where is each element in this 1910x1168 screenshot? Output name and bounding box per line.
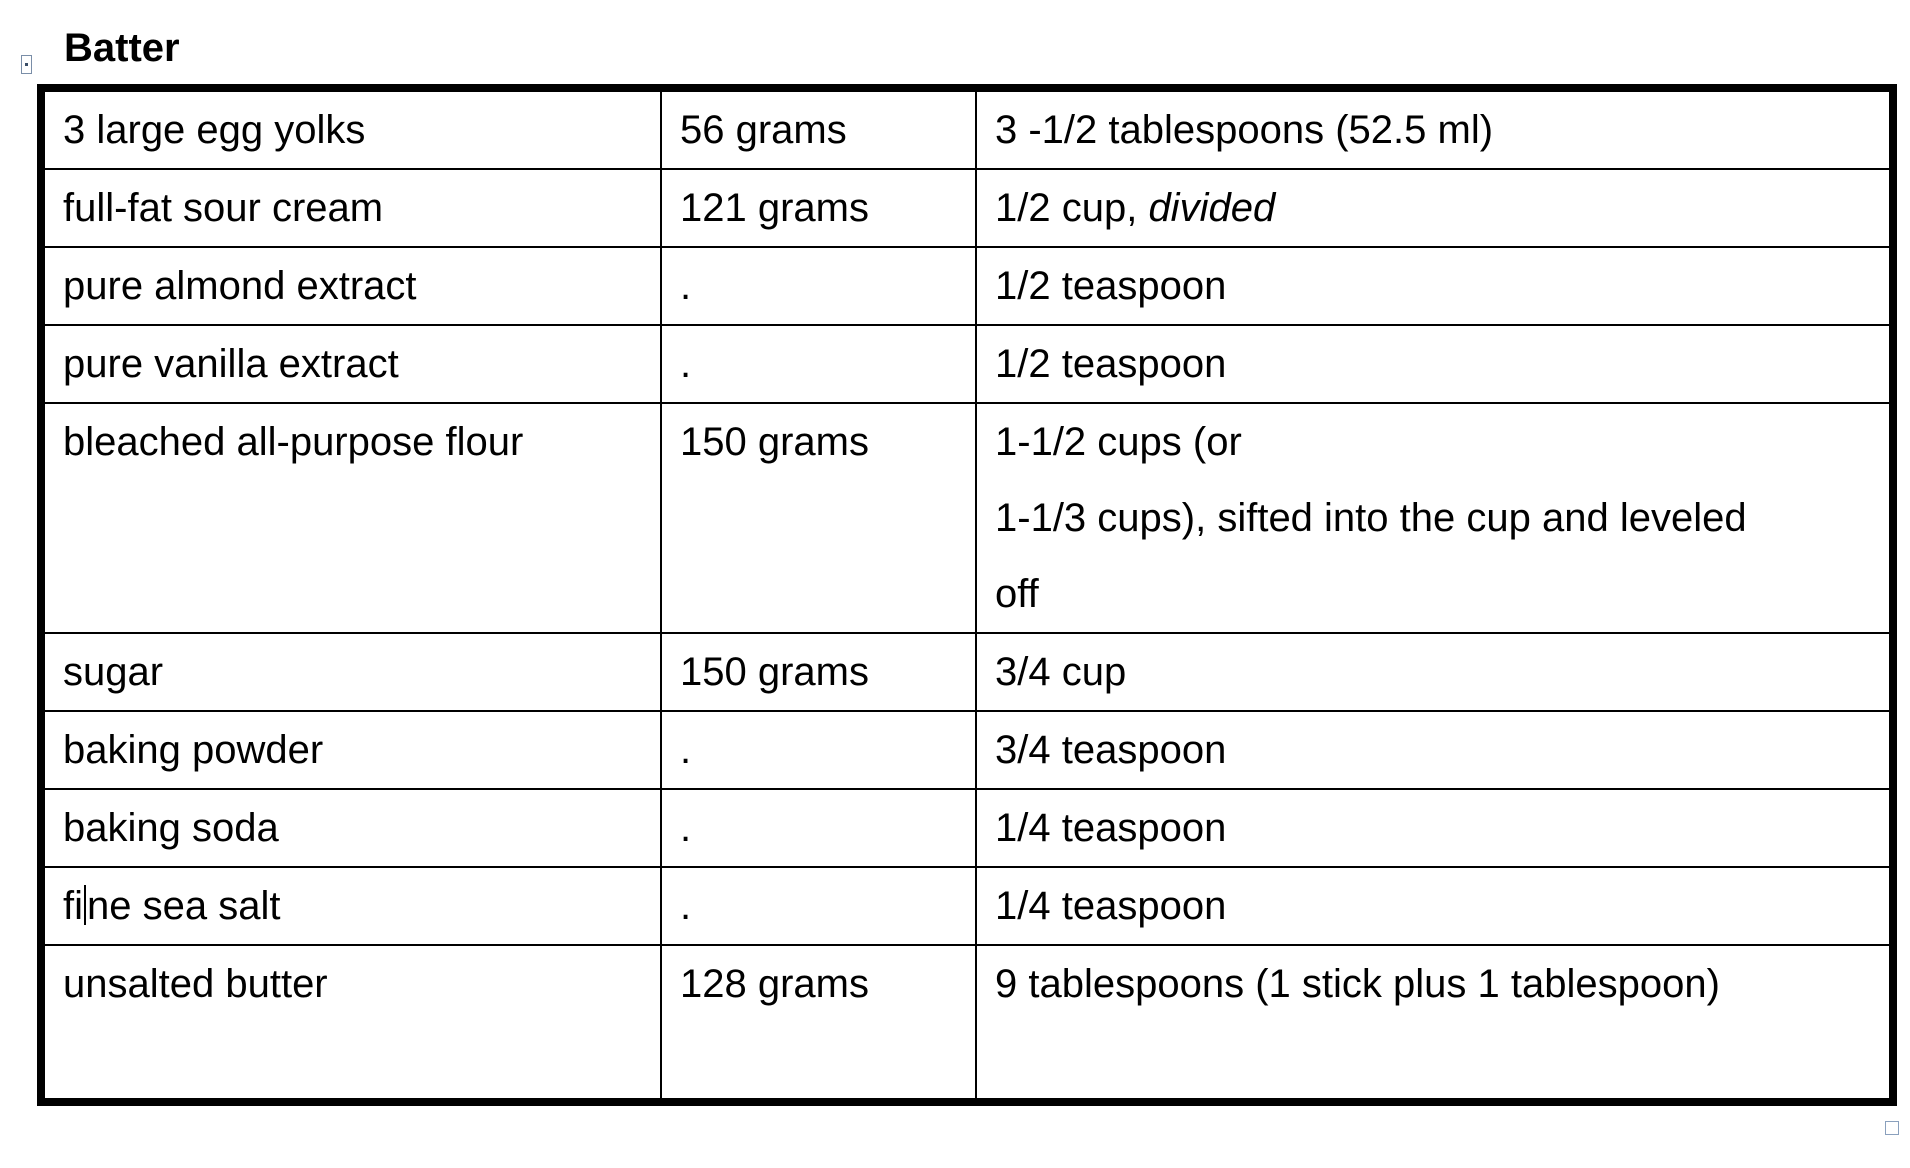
- amount-cell[interactable]: 9 tablespoons (1 stick plus 1 tablespoon): [976, 945, 1893, 1102]
- weight-cell[interactable]: .: [661, 711, 976, 789]
- amount-cell[interactable]: 1/4 teaspoon: [976, 867, 1893, 945]
- ingredient-text-before-cursor: fi: [63, 884, 83, 928]
- ingredient-cell[interactable]: 3 large egg yolks: [41, 88, 661, 169]
- ingredient-cell[interactable]: sugar: [41, 633, 661, 711]
- weight-cell[interactable]: 128 grams: [661, 945, 976, 1102]
- ingredient-text-after-cursor: ne sea salt: [87, 884, 281, 928]
- table-row: [41, 789, 1893, 867]
- table-row: [41, 403, 1893, 633]
- ingredient-cell[interactable]: pure almond extract: [41, 247, 661, 325]
- table-row: [41, 325, 1893, 403]
- weight-cell[interactable]: 150 grams: [661, 633, 976, 711]
- weight-cell[interactable]: .: [661, 325, 976, 403]
- ingredient-cell[interactable]: bleached all-purpose flour: [41, 403, 661, 633]
- amount-cell[interactable]: [976, 403, 1893, 633]
- table-row: [41, 945, 1893, 1102]
- ingredients-table: [37, 84, 1897, 1106]
- weight-cell[interactable]: 121 grams: [661, 169, 976, 247]
- amount-cell[interactable]: 1/4 teaspoon: [976, 789, 1893, 867]
- amount-emphasis-text: divided: [1148, 186, 1276, 230]
- table-move-handle-icon[interactable]: [21, 55, 32, 74]
- amount-line: off: [995, 572, 1039, 616]
- amount-cell[interactable]: [976, 169, 1893, 247]
- weight-cell[interactable]: 150 grams: [661, 403, 976, 633]
- ingredient-cell[interactable]: full-fat sour cream: [41, 169, 661, 247]
- table-row: [41, 88, 1893, 169]
- table-row: [41, 711, 1893, 789]
- amount-cell[interactable]: 3/4 teaspoon: [976, 711, 1893, 789]
- text-cursor: [84, 885, 86, 925]
- weight-cell[interactable]: .: [661, 867, 976, 945]
- section-heading: Batter: [64, 26, 180, 70]
- weight-cell[interactable]: 56 grams: [661, 88, 976, 169]
- table-row: [41, 867, 1893, 945]
- ingredient-cell[interactable]: pure vanilla extract: [41, 325, 661, 403]
- amount-line: 1-1/2 cups (or: [995, 420, 1242, 464]
- amount-cell[interactable]: 3 -1/2 tablespoons (52.5 ml): [976, 88, 1893, 169]
- weight-cell[interactable]: .: [661, 789, 976, 867]
- ingredient-cell[interactable]: unsalted butter: [41, 945, 661, 1102]
- table-row: [41, 633, 1893, 711]
- table-resize-handle-icon[interactable]: [1885, 1121, 1899, 1135]
- table-row: [41, 247, 1893, 325]
- weight-cell[interactable]: .: [661, 247, 976, 325]
- amount-text: 1/2 cup,: [995, 186, 1149, 230]
- ingredient-cell[interactable]: baking powder: [41, 711, 661, 789]
- ingredient-cell[interactable]: baking soda: [41, 789, 661, 867]
- table-row: [41, 169, 1893, 247]
- ingredient-cell[interactable]: [41, 867, 661, 945]
- amount-cell[interactable]: 3/4 cup: [976, 633, 1893, 711]
- amount-cell[interactable]: 1/2 teaspoon: [976, 325, 1893, 403]
- amount-cell[interactable]: 1/2 teaspoon: [976, 247, 1893, 325]
- amount-line: 1-1/3 cups), sifted into the cup and leveled: [995, 496, 1747, 540]
